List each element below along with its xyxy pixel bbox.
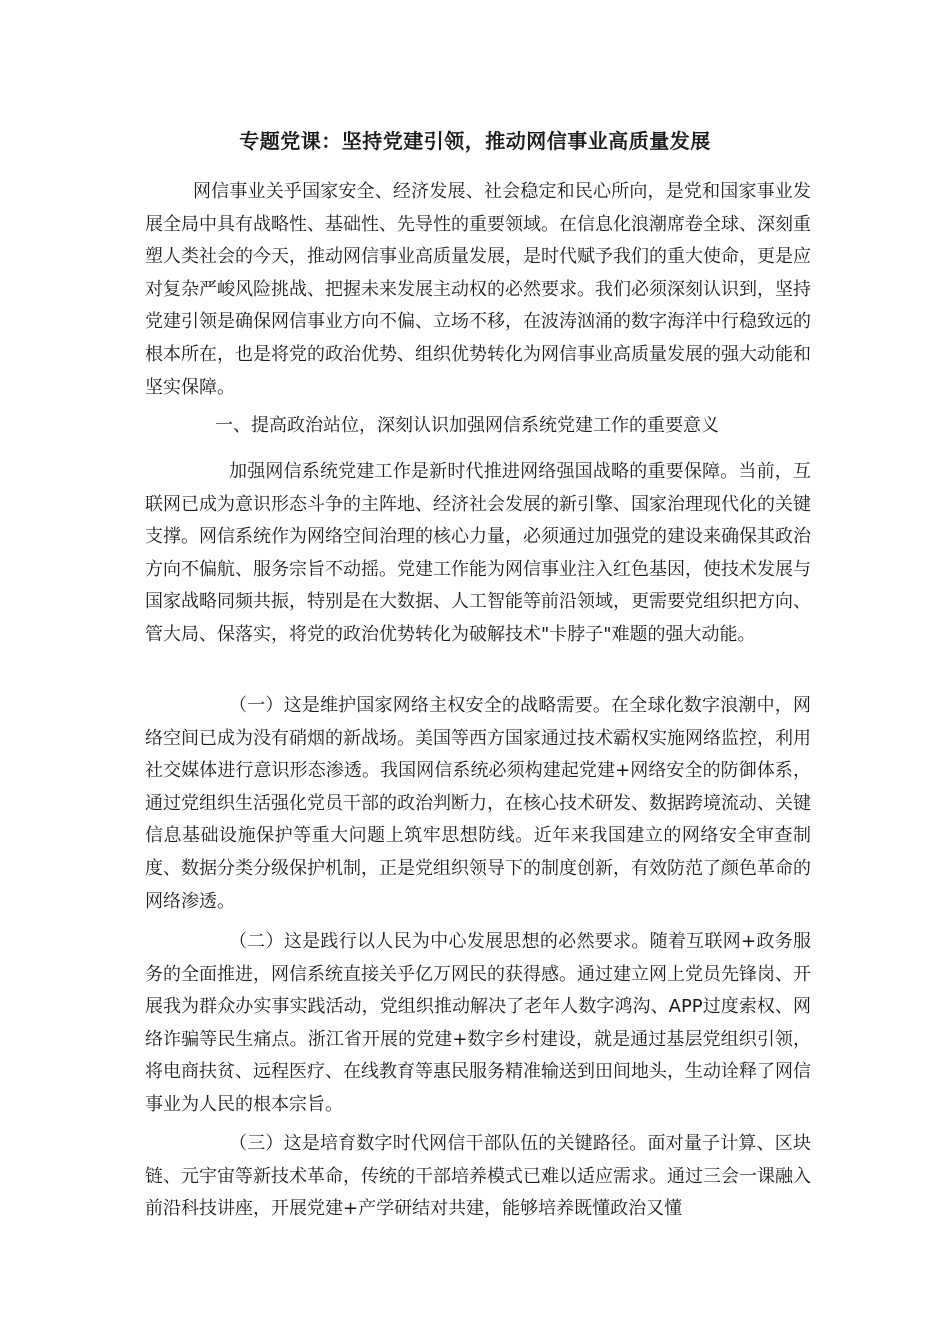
section-1-heading: 一、提高政治站位，深刻认识加强网信系统党建工作的重要意义	[215, 415, 719, 436]
point-1-paragraph: （一）这是维护国家网络主权安全的战略需要。在全球化数字浪潮中，网络空间已成为没有硝烟的新战场。美国等西方国家通过技术霸权实施网络监控，利用社交媒体进行意识形态渗透。我国网信系统必须构建起党建+网络安全的防御体系，通过党组织生活强化党员干部的政治判断力，在核心技术研发、数据跨境流动、关键信息基础设施保护等重大问题上筑牢思想防线。近年来我国建立的网络安全审查制度、数据分类分级保护机制，正是党组织领导下的制度创新，有效防范了颜色革命的网络渗透。	[145, 695, 811, 912]
intro-paragraph: 网信事业关乎国家安全、经济发展、社会稳定和民心所向，是党和国家事业发展全局中具有战略性、基础性、先导性的重要领域。在信息化浪潮席卷全球、深刻重塑人类社会的今天，推动网信事业高质量发展，是时代赋予我们的重大使命，更是应对复杂严峻风险挑战、把握未来发展主动权的必然要求。我们必须深刻认识到，坚持党建引领是确保网信事业方向不偏、立场不移，在波涛汹涌的数字海洋中行稳致远的根本所在，也是将党的政治优势、组织优势转化为网信事业高质量发展的强大动能和坚实保障。	[145, 181, 811, 398]
section-1-body: 加强网信系统党建工作是新时代推进网络强国战略的重要保障。当前，互联网已成为意识形态斗争的主阵地、经济社会发展的新引擎、国家治理现代化的关键支撑。网信系统作为网络空间治理的核心力量，必须通过加强党的建设来确保其政治方向不偏航、服务宗旨不动摇。党建工作能为网信事业注入红色基因，使技术发展与国家战略同频共振，特别是在大数据、人工智能等前沿领域，更需要党组织把方向、管大局、保落实，将党的政治优势转化为破解技术"卡脖子"难题的强大动能。	[145, 461, 811, 645]
point-3-paragraph: （三）这是培育数字时代网信干部队伍的关键路径。面对量子计算、区块链、元宇宙等新技术革命，传统的干部培养模式已难以适应需求。通过三会一课融入前沿科技讲座，开展党建+产学研结对共建，能够培养既懂政治又懂	[145, 1133, 811, 1220]
document-title: 专题党课：坚持党建引领，推动网信事业高质量发展	[239, 129, 711, 153]
point-2-paragraph: （二）这是践行以人民为中心发展思想的必然要求。随着互联网+政务服务的全面推进，网信系统直接关乎亿万网民的获得感。通过建立网上党员先锋岗、开展我为群众办实事实践活动，党组织推动解决了老年人数字鸿沟、APP过度索权、网络诈骗等民生痛点。浙江省开展的党建+数字乡村建设，就是通过基层党组织引领，将电商扶贫、远程医疗、在线教育等惠民服务精准输送到田间地头，生动诠释了网信事业为人民的根本宗旨。	[145, 931, 811, 1115]
